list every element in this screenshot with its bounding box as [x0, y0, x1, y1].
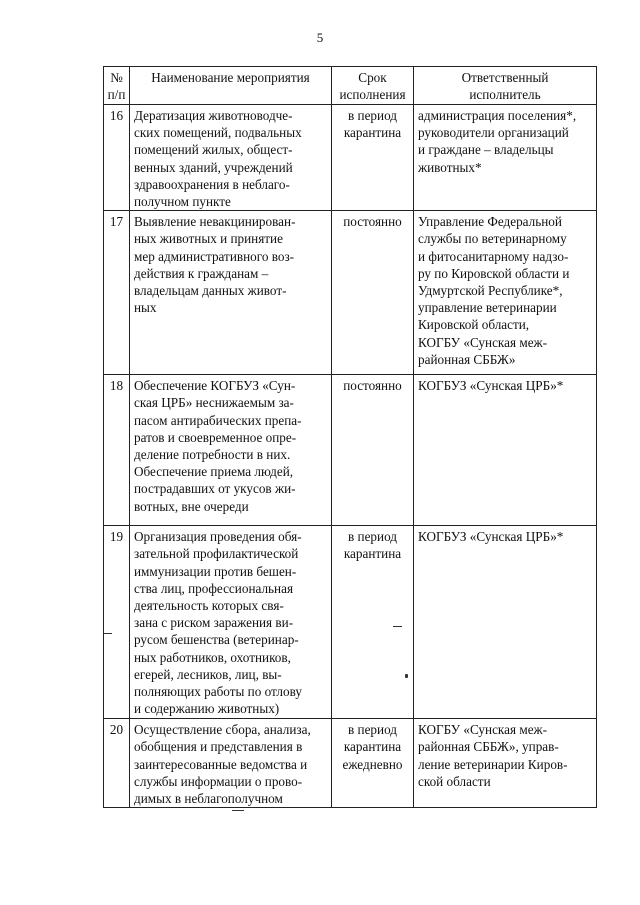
measure-term: в период карантина: [332, 105, 414, 211]
table-row: [104, 719, 597, 808]
scan-artifact-dash-left: [104, 633, 112, 634]
table-row: [104, 105, 597, 211]
measure-responsible: Управление Федеральной службы по ветеринарному и фитосанитарному надзо- ру по Кировской области и Удмуртской Республике*, управление ветеринарии Кировской области, КОГБУ «Сунская меж- районная СББЖ»: [414, 211, 597, 375]
page-number: 5: [316, 30, 324, 45]
scan-artifact-dash-bottom: [232, 810, 244, 811]
measure-responsible: КОГБУ «Сунская меж- районная СББЖ», управ- ление ветеринарии Киров- ской области: [414, 719, 597, 808]
table-row: [104, 526, 597, 719]
scan-artifact-dash-middle: [393, 626, 402, 627]
row-number: 18: [104, 375, 130, 526]
row-number: 19: [104, 526, 130, 719]
measure-term: постоянно: [332, 211, 414, 375]
measure-term: в период карантина: [332, 526, 414, 719]
measure-term: постоянно: [332, 375, 414, 526]
measure-term: в период карантина ежедневно: [332, 719, 414, 808]
measure-name: Осуществление сбора, анализа, обобщения и представления в заинтересованные ведомства и службы информации о прово- димых в неблагополучном: [130, 719, 332, 808]
scan-artifact-dot: [405, 674, 408, 678]
measure-responsible: администрация поселения*, руководители организаций и граждане – владельцы животных*: [414, 105, 597, 211]
header-responsible: Ответственный исполнитель: [414, 67, 597, 105]
row-number: 16: [104, 105, 130, 211]
table-row: [104, 375, 597, 526]
header-term: Срок исполнения: [332, 67, 414, 105]
row-number: 17: [104, 211, 130, 375]
row-number: 20: [104, 719, 130, 808]
measure-name: Дератизация животноводче- ских помещений, подвальных помещений жилых, общест- венных зданий, учреждений здравоохранения в неблаго- получном пункте: [130, 105, 332, 211]
table-row: [104, 211, 597, 375]
measure-name: Выявление невакцинирован- ных животных и принятие мер административного воз- действия к гражданам – владельцам данных живот- ных: [130, 211, 332, 375]
header-num: № п/п: [104, 67, 130, 105]
measure-responsible: КОГБУЗ «Сунская ЦРБ»*: [414, 526, 597, 719]
measure-name: Организация проведения обя- зательной профилактической иммунизации против бешен- ства лиц, профессиональная деятельность которых свя- зана с риском заражения ви- русом бешенства (ветеринар- ных работников, охотников, егерей, лесников, лиц, вы- полняющих работы по отлову и содержанию животных): [130, 526, 332, 719]
measure-name: Обеспечение КОГБУЗ «Сун- ская ЦРБ» неснижаемым за- пасом антирабических препа- ратов и своевременное опре- деление потребности в них. Обеспечение приема людей, пострадавших от укусов жи- вотных, вне очереди: [130, 375, 332, 526]
header-name: Наименование мероприятия: [130, 67, 332, 105]
measures-table: [103, 66, 597, 808]
table-header-row: [104, 67, 597, 105]
measure-responsible: КОГБУЗ «Сунская ЦРБ»*: [414, 375, 597, 526]
